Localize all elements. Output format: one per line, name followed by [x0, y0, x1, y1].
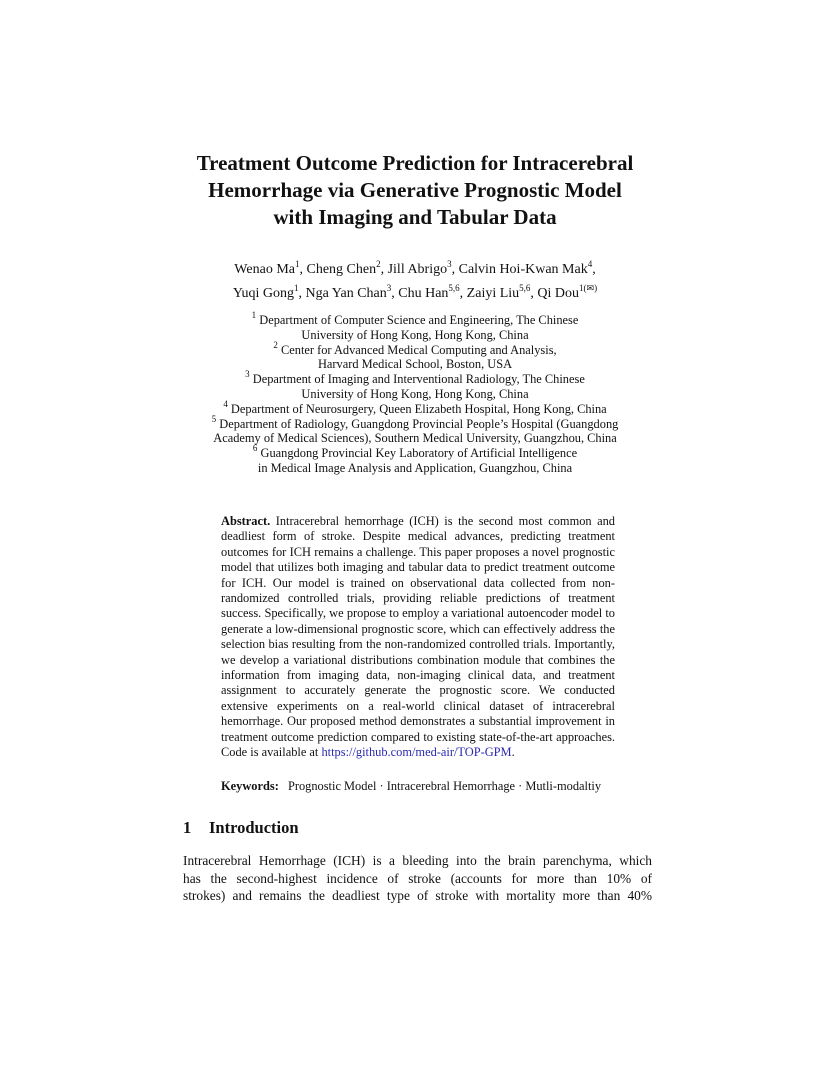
code-link-period: .: [511, 745, 515, 760]
author-affil-mark: 5,6: [519, 283, 531, 293]
abstract: [221, 514, 615, 761]
author-affil-mark: 1: [293, 283, 299, 293]
author-name: Chu Han: [398, 286, 449, 301]
author-line: Wenao Ma$^1$, Cheng Chen$^2$, Jill Abrigo$^3$, Calvin Hoi-Kwan Mak$^4$,: [234, 259, 596, 277]
affiliation-text: Department of Computer Science and Engineering, The Chinese: [259, 313, 579, 327]
author-affil-mark: 2: [376, 259, 381, 269]
abstract-label: Abstract.: [221, 514, 271, 528]
affiliation-line: [170, 369, 660, 387]
author-name: Qi Dou: [537, 286, 580, 301]
author-name: Zaiyi Liu: [466, 286, 520, 301]
affil-number: 2: [273, 339, 278, 350]
affiliation-line: [170, 398, 660, 417]
title-line: Treatment Outcome Prediction for Intracerebral: [196, 151, 634, 175]
affiliation-list: [170, 310, 660, 476]
affiliation-text: Department of Neurosurgery, Queen Elizabeth Hospital, Hong Kong, China: [230, 401, 607, 416]
section-title: Introduction: [209, 818, 299, 837]
abstract-text: Intracerebral hemorrhage (ICH) is the second most common and deadliest form of stroke. Despite medical advances, predicting treatment outcomes for ICH remains a challenge. This paper proposes a novel prognostic model that utilizes both imaging and tabular data to predict treatment outcome for ICH. Our model is trained on observational data collected from non-randomized controlled trials, providing reliable predictions of treatment success. Specifically, we propose to employ a variational autoencoder model to generate a low-dimensional prognostic score, which can effectively address the selection bias resulting from the non-randomized controlled trials. Importantly, we develop a variational distributions combination module that combines the information from imaging data, non-imaging clinical data, and treatment assignment to accurately generate the prognostic score. We conducted extensive experiments on a real-world clinical dataset of intracerebral hemorrhage. Our proposed method demonstrates a substantial improvement in treatment outcome prediction compared to existing state-of-the-art approaches.: [221, 514, 615, 744]
paragraph-line: strokes) and remains the deadliest type of stroke with mortality more than 40%: [183, 888, 652, 904]
affiliation-line: University of Hong Kong, Hong Kong, China: [301, 327, 529, 342]
affiliation-line: in Medical Image Analysis and Application, Guangzhou, China: [257, 460, 573, 475]
affiliation-line: [170, 339, 660, 358]
affiliation-text: Guangdong Provincial Key Laboratory of Artificial Intelligence: [260, 446, 578, 461]
author-affil-mark: 5,6: [448, 283, 460, 293]
author-affil-mark: 1: [294, 259, 300, 269]
affil-number: 6: [252, 443, 258, 454]
affiliation-text: Center for Advanced Medical Computing and Analysis,: [280, 342, 557, 357]
section-heading: [183, 818, 299, 838]
author-name: Cheng Chen: [306, 262, 377, 277]
paper-title: [150, 150, 680, 231]
affiliation-text: Department of Imaging and Interventional Radiology, The Chinese: [252, 372, 585, 387]
affiliation-line: [170, 310, 660, 328]
corresponding-author-mark: 1(✉): [579, 283, 598, 293]
affiliation-text: Department of Radiology, Guangdong Provincial People’s Hospital (Guangdong: [219, 416, 619, 431]
title-line: with Imaging and Tabular Data: [273, 205, 557, 229]
author-name: Calvin Hoi-Kwan Mak: [458, 262, 588, 277]
arxiv-sidebar: [18, 296, 54, 766]
affil-number: 5: [211, 413, 217, 424]
author-affil-mark: 3: [386, 283, 392, 293]
keywords-text: Prognostic Model · Intracerebral Hemorrhage · Mutli-modaltiy: [287, 779, 602, 793]
affil-number: 1: [251, 310, 257, 320]
affil-number: 3: [245, 369, 250, 380]
affiliation-line: [170, 413, 660, 432]
affiliation-line: Harvard Medical School, Boston, USA: [317, 357, 513, 372]
affiliation-line: University of Hong Kong, Hong Kong, China: [301, 386, 529, 401]
code-availability-text: Code is available at: [221, 745, 322, 760]
author-line: Yuqi Gong$^1$, Nga Yan Chan$^3$, Chu Han$^{5,6}$, Zaiyi Liu$^{5,6}$, Qi Dou$^{1(✉)}$: [232, 283, 598, 301]
section-number: 1: [183, 818, 192, 837]
author-name: Jill Abrigo: [387, 262, 448, 277]
author-affil-mark: 4: [587, 259, 593, 269]
affiliation-line: [170, 443, 660, 461]
author-list: [170, 258, 660, 306]
author-name: Nga Yan Chan: [305, 286, 387, 301]
affiliation-line: Academy of Medical Sciences), Southern Medical University, Guangzhou, China: [213, 431, 617, 446]
keywords-label: Keywords:: [221, 779, 279, 793]
affil-number: 4: [223, 398, 228, 409]
author-name: Yuqi Gong: [232, 286, 294, 301]
paragraph-line: has the second-highest incidence of stroke (accounts for more than 10% of: [183, 870, 652, 886]
author-name: Wenao Ma: [234, 262, 295, 277]
author-affil-mark: 3: [447, 259, 452, 269]
code-link[interactable]: https://github.com/med-air/TOP-GPM: [321, 745, 512, 760]
keywords: [221, 779, 641, 794]
title-line: Hemorrhage via Generative Prognostic Model: [208, 178, 622, 202]
paragraph-line: Intracerebral Hemorrhage (ICH) is a bleeding into the brain parenchyma, which: [183, 853, 652, 868]
introduction-paragraph: [183, 852, 652, 905]
